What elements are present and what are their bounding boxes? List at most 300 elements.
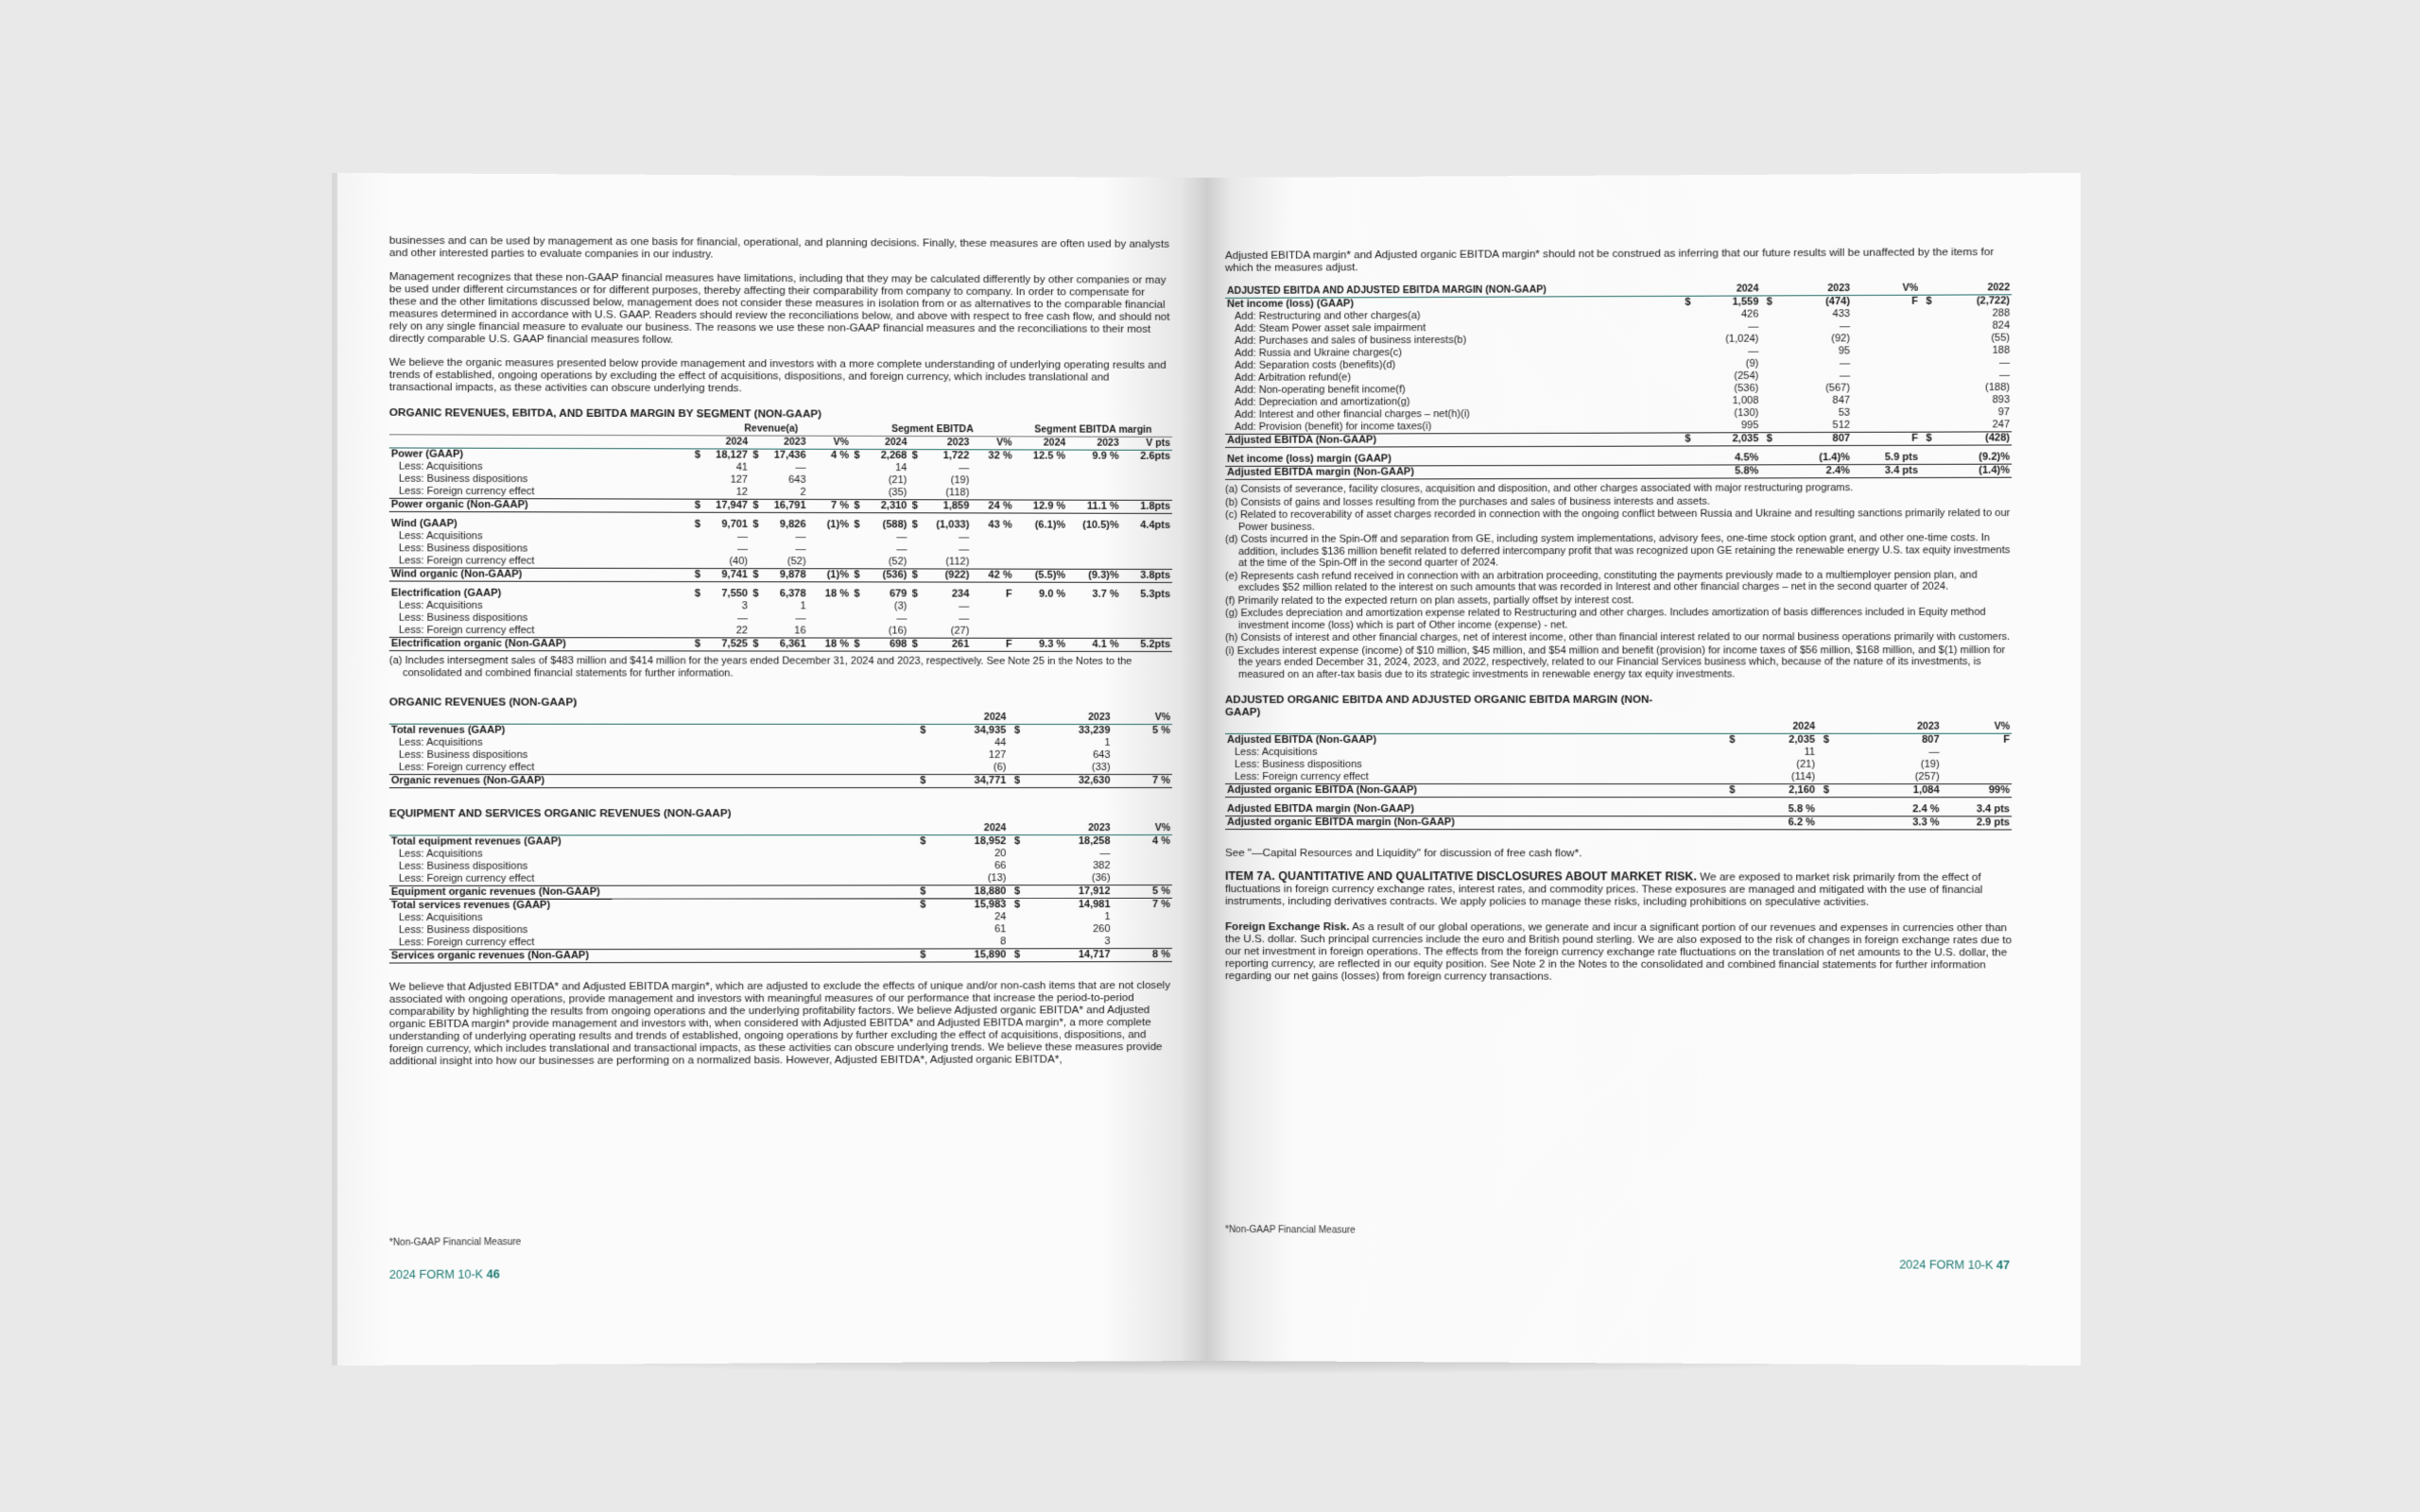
see-capital-resources: See "—Capital Resources and Liquidity" for discussion of free cash flow*.: [1224, 847, 1582, 860]
col-header: 2024: [1014, 437, 1068, 450]
table-cell: [1852, 406, 1920, 419]
table-cell: [914, 936, 928, 949]
table-cell: [750, 556, 761, 569]
table-cell: 14: [895, 462, 908, 474]
note-g: (g) Excludes depreciation and amortization expense related to Restructuring and other charges. Includes amortization of basis differences included in Equity method investment income (loss) which is part of Other income (expense) - net.: [1224, 606, 1986, 631]
table-cell: 3.4 pts: [1976, 803, 2011, 816]
table-cell: [1008, 936, 1022, 949]
table-cell: 2,160: [1737, 784, 1817, 798]
table-cell: 18,127: [716, 449, 749, 461]
table-cell: 3: [741, 600, 749, 612]
table-cell: —: [736, 530, 749, 542]
table-cell: [1067, 475, 1121, 488]
table-cell: (55): [1991, 332, 2011, 344]
table-cell: 20: [994, 848, 1007, 860]
table-cell: (27): [950, 625, 970, 637]
table-cell: [1852, 394, 1920, 406]
table-cell: [1920, 406, 1933, 419]
adjusted-organic-body: [1225, 733, 2012, 830]
table-row: [389, 775, 1172, 788]
table-cell: —: [1099, 848, 1111, 860]
table-cell: [1014, 532, 1068, 544]
table-cell: —: [795, 543, 806, 556]
table-cell: [914, 749, 928, 762]
currency-symbol: $: [1766, 296, 1772, 308]
table-row: [389, 568, 1172, 583]
right-intro: Adjusted EBITDA margin* and Adjusted organic EBITDA margin* should not be construed as inferring that our future results will be unaffected by the items for which the measures adjust.: [1224, 246, 1995, 274]
table-cell: 6,361: [761, 638, 808, 651]
table-cell: 188: [1992, 344, 2011, 356]
table-cell: [1679, 309, 1692, 321]
table-cell: [1008, 762, 1022, 775]
table-cell: [1112, 911, 1171, 923]
fx-risk-heading: Foreign Exchange Risk.: [1224, 920, 1350, 934]
table-cell: 18 %: [824, 588, 850, 600]
table-cell: [1067, 532, 1121, 544]
table-cell: 5.3pts: [1140, 588, 1170, 600]
table-cell: —: [795, 612, 806, 625]
table-cell: [851, 462, 861, 474]
table-cell: [750, 474, 761, 487]
table-cell: [851, 556, 861, 569]
table-cell: (1.4)%: [1819, 452, 1851, 464]
currency-symbol: $: [1008, 775, 1022, 788]
equipment-services-title: EQUIPMENT AND SERVICES ORGANIC REVENUES (NON-GAAP): [389, 807, 732, 820]
row-label: Add: Arbitration refund(e): [1235, 371, 1352, 384]
table-cell: 12.5 %: [1032, 450, 1066, 462]
table-row: [389, 637, 1172, 651]
table-cell: (257): [1914, 771, 1940, 783]
row-label: Equipment organic revenues (Non-GAAP): [389, 885, 914, 900]
adjusted-organic-title: ADJUSTED ORGANIC EBITDA AND ADJUSTED ORGANIC EBITDA MARGIN (NON-GAAP): [1224, 693, 1653, 718]
row-label: Total equipment revenues (GAAP): [390, 835, 562, 848]
table-cell: [1121, 463, 1172, 475]
table-cell: (1,033): [936, 519, 970, 531]
row-label: Add: Non-operating benefit income(f): [1235, 384, 1406, 396]
table-cell: 53: [1838, 406, 1851, 419]
table-row: [389, 749, 1172, 762]
table-cell: 260: [1093, 923, 1111, 936]
table-cell: (9.3)%: [1067, 569, 1121, 582]
table-cell: 24: [994, 911, 1007, 923]
currency-symbol: $: [750, 569, 761, 582]
table-cell: (9.2)%: [1979, 451, 2011, 463]
col-header: 2024: [1693, 283, 1761, 296]
table-cell: 261: [920, 638, 971, 651]
table-cell: 6,378: [779, 588, 806, 600]
row-label: Adjusted organic EBITDA (Non-GAAP): [1225, 784, 1723, 798]
table-cell: —: [1839, 369, 1851, 382]
adjusted-organic-header: [1225, 721, 2012, 734]
table-cell: 643: [788, 473, 806, 486]
table-cell: [1112, 860, 1171, 872]
table-cell: 2.6pts: [1140, 450, 1170, 462]
table-cell: (6.1)%: [1034, 519, 1066, 531]
table-cell: 2,310: [862, 500, 909, 513]
table-cell: [1852, 320, 1920, 333]
row-label: Net income (loss) margin (GAAP): [1226, 453, 1392, 465]
right-page-content: [1225, 246, 2012, 995]
table-cell: 9.0 %: [1038, 588, 1066, 600]
table-cell: [908, 487, 919, 500]
table-row: [1225, 803, 2012, 816]
currency-symbol: $: [911, 450, 918, 462]
table-cell: (40): [729, 556, 749, 568]
table-cell: —: [896, 612, 908, 625]
table-cell: 14,981: [1078, 899, 1111, 911]
table-cell: [1760, 383, 1773, 395]
table-cell: [1920, 369, 1933, 382]
table-cell: [1008, 860, 1022, 872]
table-cell: [971, 487, 1013, 500]
table-cell: [1760, 420, 1773, 433]
currency-symbol: $: [911, 519, 918, 531]
col-header: 2024: [1737, 721, 1817, 734]
table-row: [389, 612, 1172, 626]
note-a: (a) Consists of severance, facility closures, acquisition and disposition, and other charges associated with major restructuring programs.: [1224, 482, 1854, 495]
row-label: Total revenues (GAAP): [390, 724, 506, 736]
adjusted-ebitda-title: ADJUSTED EBITDA AND ADJUSTED EBITDA MARGIN (NON-GAAP): [1225, 284, 1679, 299]
table-row: [389, 588, 1172, 601]
right-page: [1206, 173, 2081, 1366]
table-cell: 512: [1832, 419, 1851, 431]
segment-table-body: [389, 448, 1172, 652]
table-cell: 679: [889, 588, 908, 600]
page-label: 2024 FORM 10-K: [1899, 1258, 1994, 1272]
item-7a-paragraph: [1225, 870, 2012, 908]
row-label: Power (GAAP): [390, 448, 464, 460]
table-cell: [808, 600, 851, 612]
table-cell: 4.5%: [1735, 452, 1759, 464]
col-header: V%: [1112, 822, 1171, 835]
currency-symbol: $: [920, 835, 926, 848]
item-7a-heading: ITEM 7A. QUANTITATIVE AND QUALITATIVE DISCLOSURES ABOUT MARKET RISK.: [1224, 869, 1697, 884]
group-revenue: Revenue(a): [691, 422, 851, 436]
row-label: Power organic (Non-GAAP): [389, 498, 692, 512]
table-cell: 61: [994, 923, 1007, 936]
note-c: (c) Related to recoverability of asset charges recorded in connection with the ongoing conflict between Russia and Ukraine and resulting sanctions primarily related to our Power business.: [1224, 507, 2011, 533]
row-label: Adjusted EBITDA margin (Non-GAAP): [1226, 803, 1414, 816]
table-cell: (114): [1790, 771, 1816, 783]
currency-symbol: $: [914, 885, 928, 899]
row-label: Add: Interest and other financial charges – net(h)(i): [1235, 408, 1470, 421]
table-cell: [1679, 383, 1692, 395]
table-cell: —: [795, 461, 806, 473]
table-cell: (92): [1831, 333, 1851, 345]
table-cell: [1121, 626, 1172, 639]
row-label: Less: Foreign currency effect: [398, 485, 535, 498]
table-cell: (588): [882, 519, 908, 531]
row-label: Electrification organic (Non-GAAP): [389, 637, 692, 650]
row-label: Add: Provision (benefit) for income taxes(i): [1235, 421, 1432, 433]
col-header: 2023: [1831, 721, 1942, 734]
table-cell: [1852, 369, 1920, 382]
table-cell: 3.3 %: [1831, 816, 1942, 830]
table-cell: [914, 737, 928, 749]
currency-symbol: $: [908, 569, 919, 582]
left-page: [332, 173, 1206, 1366]
table-cell: 2,035: [1693, 433, 1761, 446]
table-cell: 32,630: [1022, 775, 1112, 788]
table-cell: [851, 543, 861, 556]
table-cell: [1121, 488, 1172, 501]
row-label: Less: Foreign currency effect: [398, 872, 535, 885]
row-label: Less: Business dispositions: [398, 924, 528, 936]
table-row: [1225, 464, 2012, 479]
table-cell: 4 %: [1152, 835, 1170, 848]
table-cell: [1679, 346, 1692, 358]
table-cell: [1067, 613, 1121, 626]
note-f: (f) Primarily related to the expected return on plan assets, partially offset by interest cost.: [1224, 593, 1634, 607]
table-cell: [1920, 345, 1933, 357]
table-cell: [971, 613, 1013, 626]
currency-symbol: $: [1679, 433, 1692, 446]
row-label: Less: Foreign currency effect: [398, 555, 535, 567]
table-cell: F: [1911, 295, 1919, 307]
fx-risk-paragraph: [1225, 920, 2012, 984]
table-cell: 9,826: [779, 518, 806, 531]
table-cell: 97: [1997, 406, 2011, 419]
table-cell: —: [1748, 345, 1759, 357]
table-cell: [691, 531, 702, 543]
table-cell: [1920, 308, 1933, 320]
table-cell: [750, 543, 761, 556]
table-cell: 41: [735, 461, 749, 473]
note-h: (h) Consists of interest and other financial charges, net of interest income, other than financial interest related to our normal business operations primarily with customers.: [1224, 630, 2011, 644]
currency-symbol: $: [908, 638, 919, 651]
table-cell: [1852, 357, 1920, 369]
table-cell: (19): [950, 474, 970, 487]
table-cell: [1679, 321, 1692, 334]
table-cell: 8: [1000, 936, 1007, 948]
segment-table-title: ORGANIC REVENUES, EBITDA, AND EBITDA MARGIN BY SEGMENT (NON-GAAP): [389, 406, 822, 421]
table-cell: 24 %: [971, 500, 1013, 513]
table-cell: 2.4 %: [1912, 803, 1940, 816]
table-cell: [750, 625, 761, 638]
table-cell: —: [1998, 356, 2011, 369]
table-cell: 6.2 %: [1737, 816, 1817, 830]
table-cell: 2.9 pts: [1942, 816, 2012, 830]
table-cell: 34,771: [927, 775, 1008, 788]
table-cell: [691, 612, 702, 625]
intro-paragraph-3: We believe the organic measures presented below provide management and investors with a more complete understanding of underlying operating results and trends of established, ongoing operations by excluding the effect of acquisitions, dispositions, and foreign currency, which includes translational and transactional impacts, as these activities can obscure underlying trends.: [389, 355, 1167, 395]
table-cell: 3.4 pts: [1852, 464, 1920, 477]
organic-revenue-header: [389, 712, 1172, 725]
currency-symbol: $: [851, 569, 861, 582]
table-cell: [1942, 771, 2012, 784]
currency-symbol: $: [691, 568, 702, 581]
table-cell: [1067, 557, 1121, 570]
row-label: Less: Acquisitions: [398, 912, 483, 924]
table-cell: [808, 612, 851, 625]
table-cell: [908, 626, 919, 639]
table-cell: [1760, 346, 1773, 358]
table-cell: 3.7 %: [1092, 588, 1119, 600]
table-cell: (35): [888, 487, 908, 499]
table-cell: 2.4%: [1774, 465, 1852, 478]
row-label: Less: Acquisitions: [1235, 746, 1318, 758]
table-cell: [1014, 557, 1068, 570]
table-cell: 9,878: [761, 569, 808, 582]
table-cell: [1121, 544, 1172, 557]
table-cell: 12: [735, 486, 749, 498]
table-cell: (112): [945, 556, 970, 568]
table-row: [1225, 747, 2012, 759]
organic-revenue-body: [389, 724, 1172, 788]
table-cell: (21): [888, 474, 908, 487]
table-cell: (5.5)%: [1014, 569, 1068, 582]
table-cell: (6): [993, 761, 1007, 774]
table-row: [389, 498, 1172, 513]
table-row: [1225, 816, 2012, 830]
col-header: 2024: [862, 436, 909, 449]
table-cell: [971, 531, 1013, 543]
row-label: Less: Foreign currency effect: [398, 624, 535, 637]
organic-revenue-table: [389, 712, 1172, 789]
table-cell: —: [1748, 320, 1759, 333]
table-row: [389, 949, 1172, 963]
page-number: 46: [486, 1267, 500, 1281]
table-cell: 66: [994, 860, 1007, 872]
table-cell: [908, 613, 919, 626]
table-cell: [1679, 358, 1692, 370]
table-cell: 9.9 %: [1092, 450, 1119, 462]
row-label: Wind organic (Non-GAAP): [389, 568, 692, 582]
table-cell: [808, 556, 851, 569]
currency-symbol: $: [752, 518, 759, 530]
table-cell: [1014, 474, 1068, 487]
table-cell: 247: [1992, 419, 2011, 431]
table-cell: 698: [862, 638, 909, 651]
equipment-services-header: [389, 822, 1172, 835]
right-footnote: *Non-GAAP Financial Measure: [1224, 1225, 1356, 1236]
row-label: Less: Acquisitions: [398, 736, 483, 748]
currency-symbol: $: [1008, 885, 1022, 899]
currency-symbol: $: [851, 638, 861, 651]
table-cell: 1,559: [1732, 296, 1759, 308]
table-cell: (474): [1825, 296, 1851, 308]
table-cell: (13): [987, 872, 1007, 885]
table-cell: [1723, 747, 1737, 759]
table-cell: 7,525: [702, 638, 750, 651]
table-cell: [1760, 407, 1773, 420]
table-cell: —: [896, 531, 908, 543]
table-cell: 7 %: [1112, 775, 1171, 788]
table-cell: —: [736, 542, 749, 556]
table-cell: (1,024): [1725, 333, 1759, 345]
col-header: 2024: [927, 822, 1008, 835]
table-cell: (9): [1745, 357, 1759, 369]
table-cell: 43 %: [988, 519, 1012, 531]
table-cell: 18 %: [808, 638, 851, 651]
table-row: [389, 486, 1172, 501]
table-cell: [851, 612, 861, 625]
table-cell: [808, 543, 851, 556]
table-cell: (3): [893, 600, 908, 612]
currency-symbol: $: [920, 899, 926, 911]
table-cell: 234: [951, 588, 970, 600]
table-cell: (10.5)%: [1082, 519, 1119, 531]
table-cell: [1112, 762, 1171, 775]
row-label: Less: Business dispositions: [398, 748, 528, 761]
adjusted-ebitda-notes: [1225, 482, 2012, 680]
table-cell: 4 %: [830, 449, 850, 461]
table-cell: —: [959, 600, 970, 612]
table-cell: [1920, 320, 1933, 333]
table-cell: [908, 474, 919, 487]
table-cell: 14,717: [1022, 949, 1112, 962]
row-label: Less: Business dispositions: [1235, 758, 1362, 771]
table-cell: [914, 872, 928, 885]
table-cell: —: [1928, 746, 1940, 758]
table-cell: [808, 462, 851, 474]
table-cell: (2,722): [1976, 295, 2011, 307]
table-cell: 12.9 %: [1014, 500, 1068, 513]
col-header: 2023: [920, 437, 971, 450]
currency-symbol: $: [1014, 899, 1021, 911]
table-cell: [1067, 601, 1121, 613]
table-cell: [1014, 626, 1068, 639]
table-cell: [1121, 557, 1172, 570]
table-cell: 9.3 %: [1014, 638, 1068, 651]
table-cell: [1817, 771, 1831, 784]
table-cell: [1014, 601, 1068, 613]
table-cell: [691, 600, 702, 612]
table-cell: —: [1839, 357, 1851, 369]
table-cell: [1852, 333, 1920, 345]
page-label: 2024 FORM 10-K: [389, 1267, 484, 1282]
table-cell: [1008, 911, 1022, 923]
table-cell: [908, 531, 919, 543]
table-cell: (130): [1734, 407, 1759, 420]
table-cell: [1942, 759, 2012, 771]
organic-revenue-title: ORGANIC REVENUES (NON-GAAP): [389, 696, 578, 709]
currency-symbol: $: [691, 499, 702, 512]
table-cell: 11.1 %: [1067, 500, 1121, 513]
currency-symbol: $: [920, 724, 926, 736]
table-row: [389, 872, 1172, 885]
table-cell: 426: [1740, 308, 1759, 320]
currency-symbol: $: [1723, 784, 1737, 798]
row-label: Less: Acquisitions: [398, 848, 483, 860]
col-header: V%: [1852, 283, 1920, 296]
currency-symbol: $: [694, 449, 700, 461]
table-cell: [1760, 370, 1773, 383]
table-cell: 1,084: [1831, 784, 1942, 798]
table-cell: [1008, 848, 1022, 860]
col-header: 2023: [1774, 283, 1852, 296]
row-label: Add: Russia and Ukraine charges(c): [1235, 347, 1403, 359]
row-label: Services organic revenues (Non-GAAP): [389, 949, 914, 963]
table-cell: [1121, 601, 1172, 613]
col-header: 2022: [1934, 282, 2013, 295]
row-label: Adjusted EBITDA (Non-GAAP): [1225, 433, 1679, 447]
table-row: [389, 762, 1172, 775]
table-cell: [1014, 462, 1068, 474]
table-cell: [750, 531, 761, 543]
table-cell: [971, 543, 1013, 556]
row-label: Adjusted EBITDA margin (Non-GAAP): [1225, 465, 1679, 479]
row-label: Less: Foreign currency effect: [1235, 771, 1369, 783]
table-cell: [1112, 737, 1171, 749]
currency-symbol: $: [908, 500, 919, 513]
currency-symbol: $: [1926, 295, 1932, 307]
table-cell: [1760, 321, 1773, 334]
table-row: [389, 724, 1172, 737]
currency-symbol: $: [1014, 835, 1021, 848]
table-cell: [1112, 936, 1171, 949]
left-footnote: *Non-GAAP Financial Measure: [389, 1237, 522, 1248]
